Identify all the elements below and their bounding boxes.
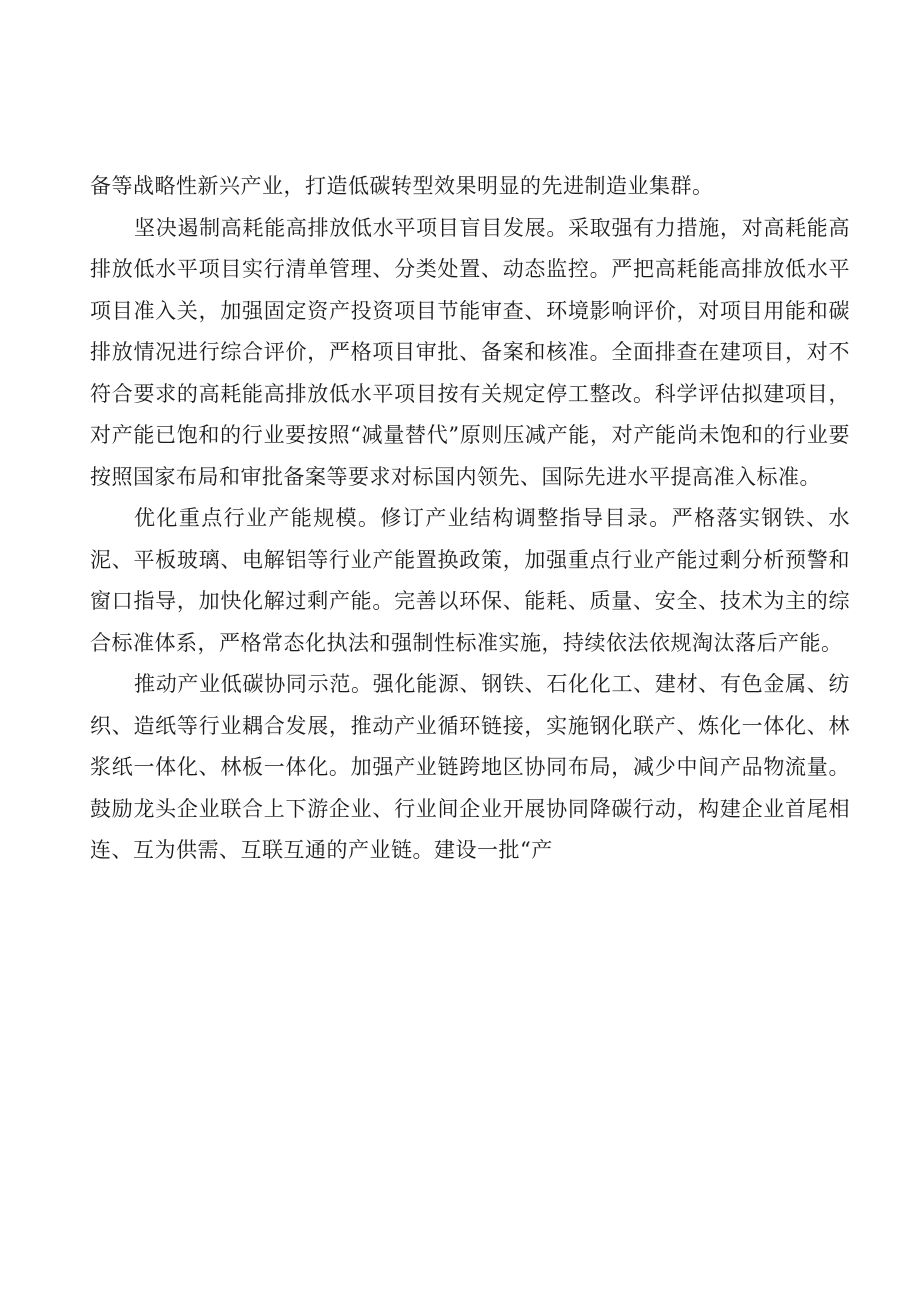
paragraph-low-carbon-synergy: 推动产业低碳协同示范。强化能源、钢铁、石化化工、建材、有色金属、纺织、造纸等行业耦合发展，推动产业循环链接，实施钢化联产、炼化一体化、林浆纸一体化、林板一体化。加强产业链跨地区协同布局，减少中间产品物流量。鼓励龙头企业联合上下游企业、行业间企业开展协同降碳行动，构建企业首尾相连、互为供需、互联互通的产业链。建设一批“产 bbox=[90, 672, 850, 862]
paragraph-optimize-capacity: 优化重点行业产能规模。修订产业结构调整指导目录。严格落实钢铁、水泥、平板玻璃、电解铝等行业产能置换政策，加强重点行业产能过剩分析预警和窗口指导，加快化解过剩产能。完善以环保、能耗、质量、安全、技术为主的综合标准体系，严格常态化执法和强制性标准实施，持续依法依规淘汰落后产能。 bbox=[90, 506, 850, 655]
document-body bbox=[90, 166, 850, 872]
paragraph-curb-high-emission-projects: 坚决遏制高耗能高排放低水平项目盲目发展。采取强有力措施，对高耗能高排放低水平项目实行清单管理、分类处置、动态监控。严把高耗能高排放低水平项目准入关，加强固定资产投资项目节能审查、环境影响评价，对项目用能和碳排放情况进行综合评价，严格项目审批、备案和核准。全面排查在建项目，对不符合要求的高耗能高排放低水平项目按有关规定停工整改。科学评估拟建项目，对产能已饱和的行业要按照“减量替代”原则压减产能，对产能尚未饱和的行业要按照国家布局和审批备案等要求对标国内领先、国际先进水平提高准入标准。 bbox=[90, 215, 850, 489]
paragraph-continuation: 备等战略性新兴产业，打造低碳转型效果明显的先进制造业集群。 bbox=[90, 174, 714, 198]
